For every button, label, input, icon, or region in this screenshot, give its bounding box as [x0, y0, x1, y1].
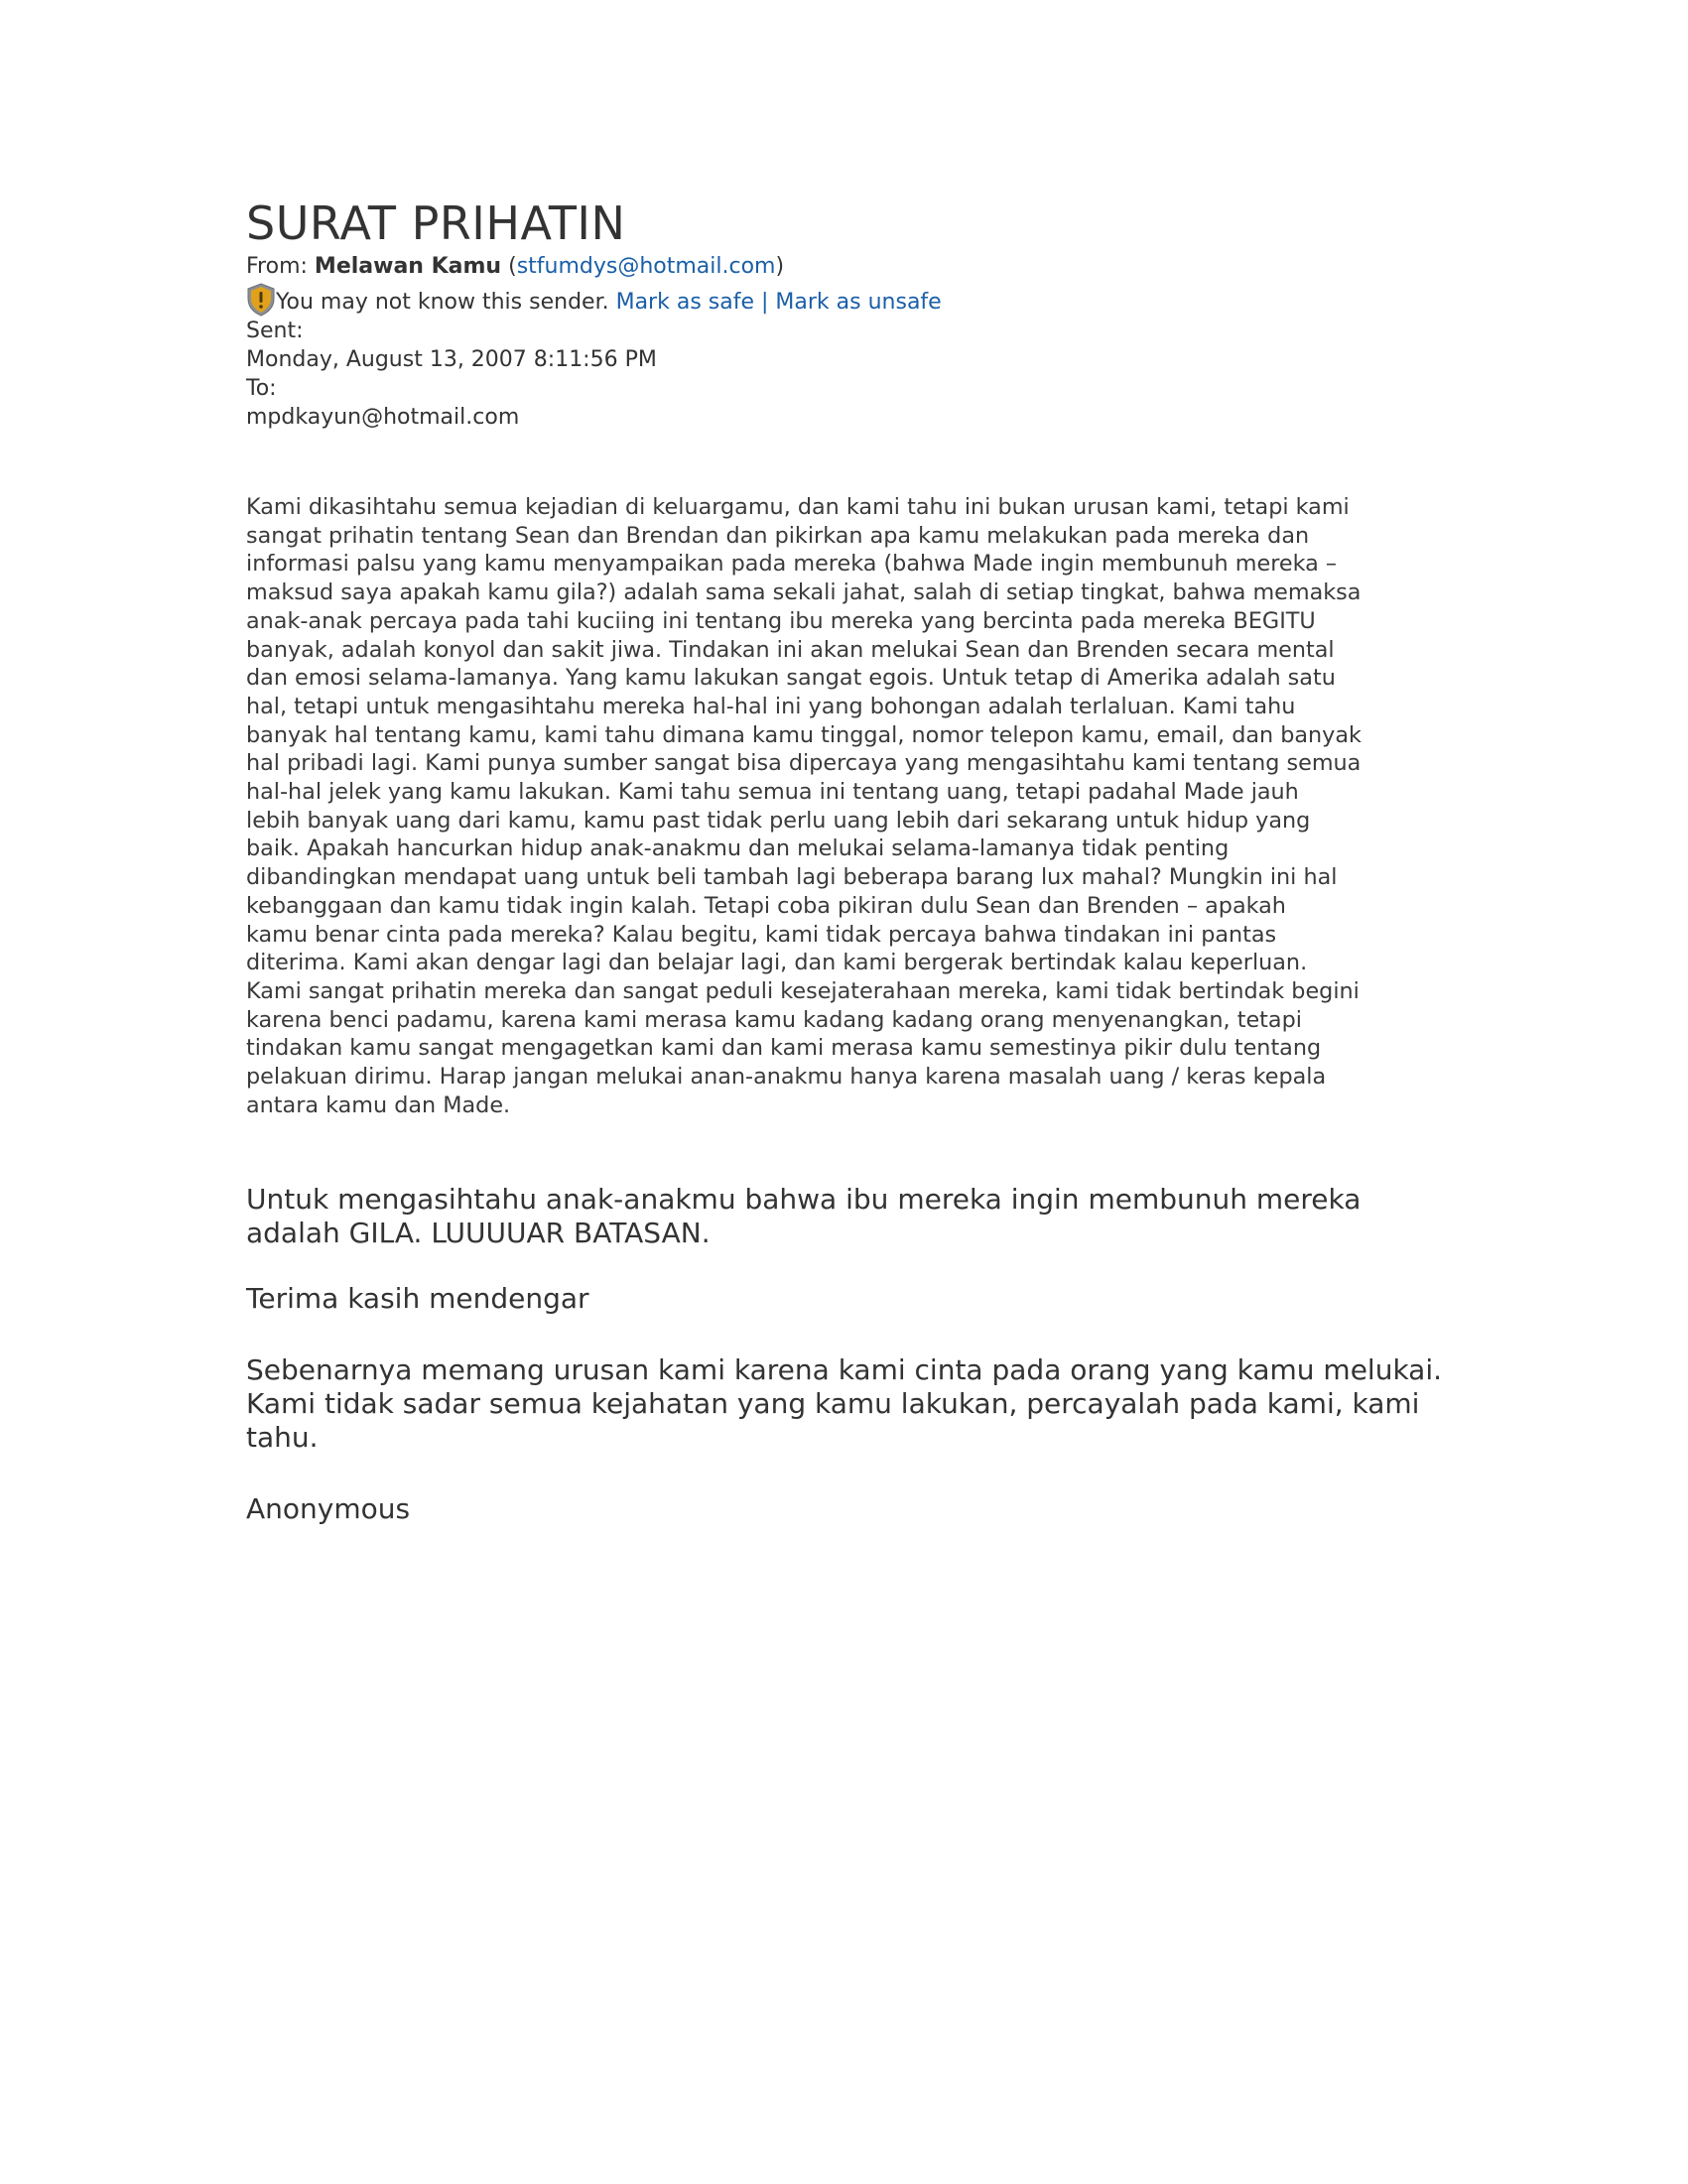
- to-value: mpdkayun@hotmail.com: [246, 405, 520, 430]
- paren-open: (: [508, 254, 517, 279]
- sent-value: Monday, August 13, 2007 8:11:56 PM: [246, 347, 657, 372]
- message-body: Kami dikasihtahu semua kejadian di keluargamu, dan kami tahu ini bukan urusan kami, tetapi kami sangat prihatin tentang Sean dan Brendan dan pikirkan apa kamu melakukan pada mereka dan informasi palsu yang kamu menyampaikan pada mereka (bahwa Made ingin membunuh mereka – maksud saya apakah kamu gila?) adalah sama sekali jahat, salah di setiap tingkat, bahwa memaksa anak-anak percaya pada tahi kuciing ini tentang ibu mereka yang bercinta pada mereka BEGITU banyak, adalah konyol dan sakit jiwa. Tindakan ini akan melukai Sean dan Brenden secara mental dan emosi selama-lamanya. Yang kamu lakukan sangat egois. Untuk tetap di Amerika adalah satu hal, tetapi untuk mengasihtahu mereka hal-hal ini yang bohongan adalah terlaluan. Kami tahu banyak hal tentang kamu, kami tahu dimana kamu tinggal, nomor telepon kamu, email, dan banyak hal pribadi lagi. Kami punya sumber sangat bisa dipercaya yang mengasihtahu kami tentang semua hal-hal jelek yang kamu lakukan. Kami tahu semua ini tentang uang, tetapi padahal Made jauh lebih banyak uang dari kamu, kamu past tidak perlu uang lebih dari sekarang untuk hidup yang baik. Apakah hancurkan hidup anak-anakmu dan melukai selama-lamanya tidak penting dibandingkan mendapat uang untuk beli tambah lagi beberapa barang lux mahal? Mungkin ini hal kebanggaan dan kamu tidak ingin kalah. Tetapi coba pikiran dulu Sean dan Brenden – apakah kamu benar cinta pada mereka? Kalau begitu, kami tidak percaya bahwa tindakan ini pantas diterima. Kami akan dengar lagi dan belajar lagi, dan kami bergerak bertindak kalau keperluan. Kami sangat prihatin mereka dan sangat peduli kesejaterahaan mereka, kami tidak bertindak begini karena benci padamu, karena kami merasa kamu kadang kadang orang menyenangkan, tetapi tindakan kamu sangat mengagetkan kami dan kami merasa kamu semestinya pikir dulu tentang pelakuan dirimu. Harap jangan melukai anan-anakmu hanya karena masalah uang / keras kepala antara kamu dan Made.: [246, 494, 1362, 1118]
- sender-name: Melawan Kamu: [314, 254, 502, 279]
- shield-warning-icon: [246, 283, 276, 317]
- sent-label: Sent:: [246, 319, 304, 343]
- message-signature: Anonymous: [246, 1492, 411, 1526]
- paren-close: ): [775, 254, 785, 279]
- email-page: [246, 194, 1457, 1526]
- message-paragraph-3: Sebenarnya memang urusan kami karena kami cinta pada orang yang kamu melukai. Kami tidak sadar semua kejahatan yang kamu lakukan, percayalah pada kami, kami tahu.: [246, 1353, 1443, 1455]
- from-line: [246, 252, 1457, 281]
- warning-text: You may not know this sender.: [276, 290, 609, 315]
- to-label: To:: [246, 376, 277, 401]
- sender-email-link[interactable]: stfumdys@hotmail.com: [516, 254, 776, 279]
- email-subject: SURAT PRIHATIN: [246, 196, 626, 250]
- mark-safe-link[interactable]: Mark as safe: [615, 290, 754, 315]
- link-separator: |: [761, 290, 769, 315]
- sender-warning: [246, 281, 1457, 317]
- message-paragraph-2: Terima kasih mendengar: [246, 1282, 589, 1316]
- mark-unsafe-link[interactable]: Mark as unsafe: [775, 290, 942, 315]
- from-label: From:: [246, 254, 308, 279]
- message-paragraph-1: Untuk mengasihtahu anak-anakmu bahwa ibu mereka ingin membunuh mereka adalah GILA. LUUUUAR BATASAN.: [246, 1183, 1362, 1250]
